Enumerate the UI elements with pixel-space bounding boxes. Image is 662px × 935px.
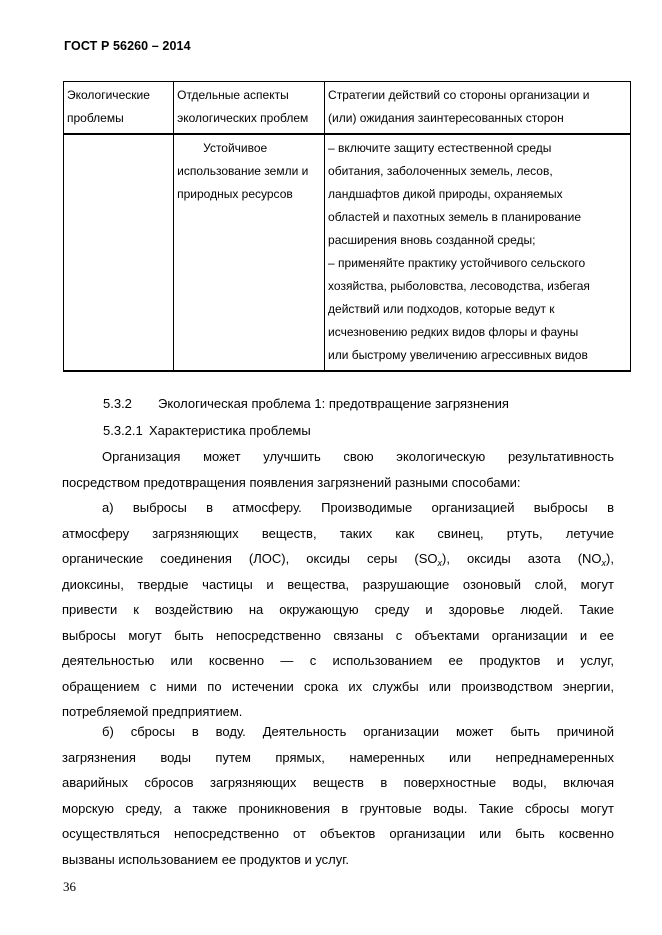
text-line: выбросы могут быть непосредственно связаны с объектами организации и ее (62, 627, 614, 643)
paragraph-a-atmosphere (62, 495, 614, 725)
paragraph-intro (62, 444, 614, 495)
cell-line: исчезновению редких видов флоры и фауны (328, 325, 579, 339)
text-line: осуществляться непосредственно от объектов организации или быть косвенно (62, 826, 614, 841)
header-cell-problems (64, 82, 174, 135)
text-line: б) сбросы в воду. Деятельность организации может быть причиной (102, 724, 614, 739)
cell-line: экологических проблем (177, 111, 309, 125)
cell-line: хозяйства, рыболовства, лесоводства, избегая (328, 279, 590, 293)
text-line: атмосферу загрязняющих веществ, таких как свинец, ртуть, летучие (62, 525, 614, 541)
text-line: вызваны использованием ее продуктов и услуг. (62, 851, 350, 867)
cell-line: действий или подходов, которые ведут к (328, 302, 555, 316)
cell-line: природных ресурсов (177, 187, 293, 201)
table-row (64, 134, 631, 371)
section-title: Экологическая проблема 1: предотвращение загрязнения (158, 396, 509, 411)
cell-line: расширения вновь созданной среды; (328, 233, 536, 247)
text-fragment: ), оксиды азота (NO (442, 551, 602, 566)
cell-strategies (325, 134, 631, 371)
strategy-table (63, 81, 631, 372)
document-header: ГОСТ Р 56260 – 2014 (64, 39, 191, 53)
subscript-x: x (437, 558, 443, 568)
cell-line: (или) ожидания заинтересованных сторон (328, 111, 564, 125)
text-line: аварийных сбросов загрязняющих веществ в поверхностные воды, включая (62, 775, 614, 790)
text-line: диоксины, твердые частицы и вещества, разрушающие озоновый слой, могут (62, 576, 614, 592)
text-line: загрязнения воды путем прямых, намеренных или непреднамеренных (62, 749, 614, 765)
text-line: обращением с ними по истечении срока их службы или производством энергии, (62, 678, 614, 694)
cell-line: Экологические (67, 88, 150, 102)
text-line: деятельностью или косвенно — с использованием ее продуктов и услуг, (62, 653, 614, 668)
text-line: потребляемой предприятием. (62, 704, 243, 719)
text-fragment: ), (606, 551, 614, 566)
cell-problems (64, 134, 174, 371)
text-line (62, 546, 614, 572)
table-header-row (64, 82, 631, 135)
cell-line: проблемы (67, 111, 124, 125)
text-line: морскую среду, а также проникновения в грунтовые воды. Такие сбросы могут (62, 800, 614, 816)
section-number: 5.3.2 (103, 396, 132, 411)
text-fragment: органические соединения (ЛОС), оксиды серы (SO (62, 551, 438, 566)
text-line: Организация может улучшить свою экологическую результативность (102, 449, 614, 464)
cell-line: ландшафтов дикой природы, охраняемых (328, 187, 563, 201)
section-number: 5.3.2.1 (103, 423, 143, 438)
cell-line: Устойчивое (203, 141, 268, 155)
cell-line: использование земли и (177, 164, 309, 178)
subscript-x: x (601, 558, 607, 568)
text-line: а) выбросы в атмосферу. Производимые организацией выбросы в (102, 500, 614, 515)
cell-line: областей и пахотных земель в планирование (328, 210, 582, 224)
cell-line: – включите защиту естественной среды (328, 141, 552, 155)
section-heading-5-3-2 (103, 396, 509, 411)
page-number: 36 (63, 879, 76, 894)
cell-line: – применяйте практику устойчивого сельского (328, 256, 586, 270)
text-line: привести к воздействию на окружающую среду и здоровье людей. Такие (62, 602, 614, 617)
cell-line: или быстрому увеличению агрессивных видов (328, 348, 588, 362)
header-cell-aspects (174, 82, 325, 135)
cell-line: Стратегии действий со стороны организации и (328, 88, 590, 102)
paragraph-b-water (62, 719, 614, 872)
text-line: посредством предотвращения появления загрязнений разными способами: (62, 474, 521, 490)
header-cell-strategies (325, 82, 631, 135)
cell-aspects (174, 134, 325, 371)
section-title: Характеристика проблемы (149, 423, 311, 438)
cell-line: Отдельные аспекты (177, 88, 289, 102)
section-heading-5-3-2-1 (103, 423, 311, 438)
cell-line: обитания, заболоченных земель, лесов, (328, 164, 553, 178)
